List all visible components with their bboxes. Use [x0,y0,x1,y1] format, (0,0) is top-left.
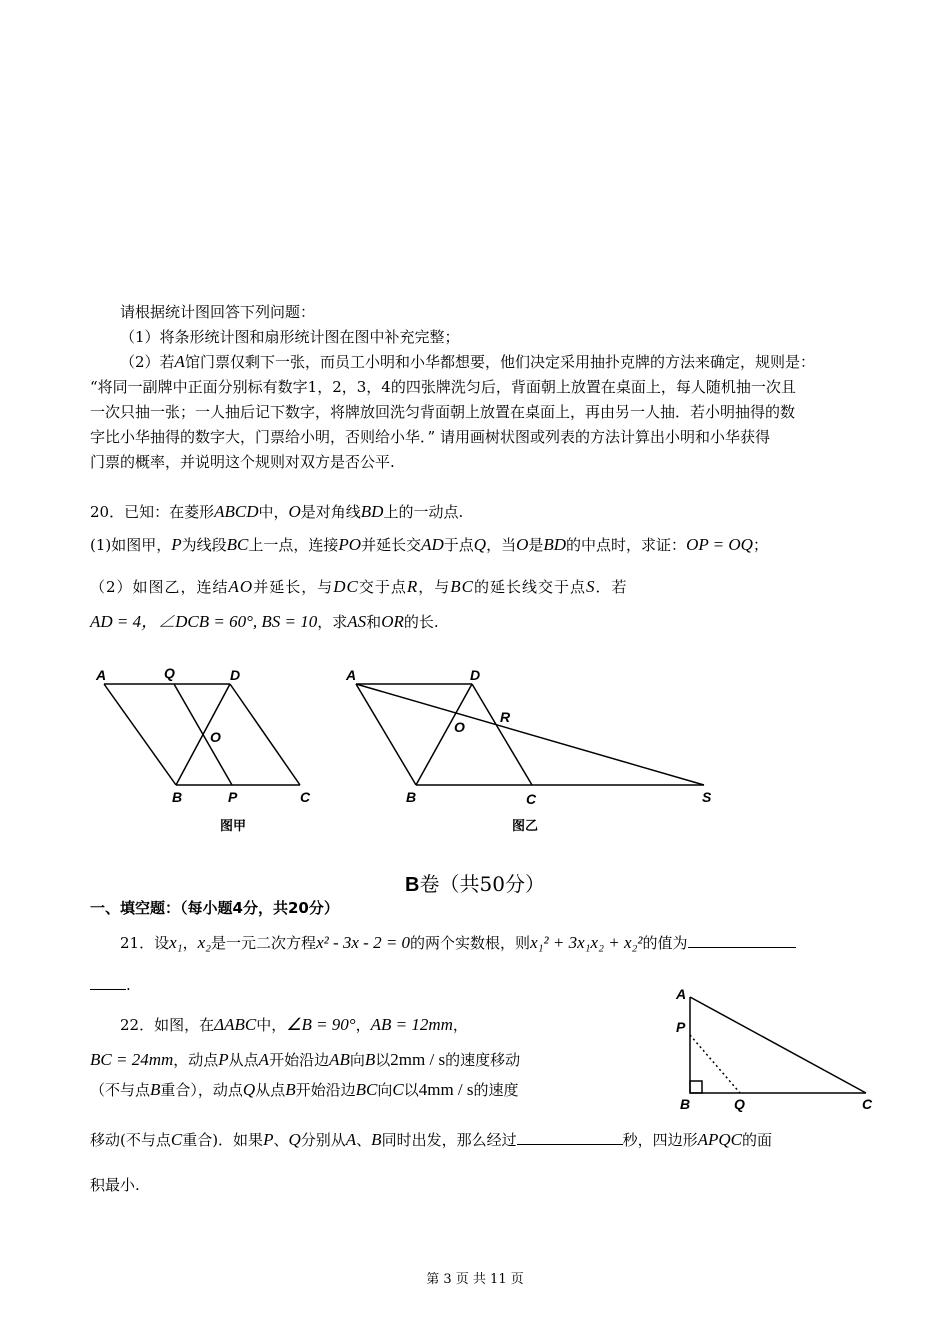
figure-yi [340,660,730,840]
q19-part2-line2: “将同一副牌中正面分别标有数字1，2，3，4的四张牌洗匀后，背面朝上放置在桌面上，每人随机抽一次且 [90,378,796,396]
q19-part2-line5: 门票的概率，并说明这个规则对双方是否公平. [90,453,395,471]
intro-text: 请根据统计图回答下列问题： [120,303,316,321]
page-footer: 第 3 页 共 11 页 [426,1272,524,1287]
q20-head: 20．已知：在菱形ABCD中，O是对角线BD上的一动点. [90,502,464,521]
fig1-label-a: A [96,667,107,683]
q21-answer-cont: . [90,970,870,1000]
fig1-label-b: B [172,789,183,805]
fig2-label-b: B [406,789,417,805]
q22-answer-blank[interactable] [517,1144,623,1145]
fig1-label-o: O [210,729,221,745]
q20-part1: (1)如图甲，P为线段BC上一点，连接PO并延长交AD于点Q，当O是BD的中点时，求证：OP = OQ； [90,535,768,554]
fig1-label-d: D [230,667,241,683]
q19-part1: （1）将条形统计图和扇形统计图在图中补充完整； [120,328,460,346]
q20-part2-cont: AD = 4，∠DCB = 60°, BS = 10，求AS和OR的长. [90,612,439,631]
q22-fig-label-p: P [676,1019,686,1035]
q21-answer-blank-cont[interactable] [90,989,126,990]
q22-line1: 22．如图，在ΔABC中，∠B = 90°，AB = 12mm， [120,1015,468,1034]
q22-line4: 移动(不与点C重合)．如果P、Q分别从A、B同时出发，那么经过 秒，四边形APQC的面 [90,1130,772,1149]
q22-fig-label-a: A [676,986,687,1002]
fig2-caption: 图乙 [512,819,539,834]
fig2-label-o: O [454,719,465,735]
q21-answer-blank[interactable] [688,947,796,948]
q22-line5: 积最小. [90,1176,140,1194]
q19-part2-line4: 字比小华抽得的数字大，门票给小明，否则给小华．” 请用画树状图或列表的方法计算出小明和小华获得 [90,428,770,446]
q22-fig-label-b: B [680,1096,691,1112]
fig2-label-r: R [500,709,511,725]
fig1-label-q: Q [164,665,175,681]
fig1-label-c: C [300,789,311,805]
q22-fig-label-q: Q [734,1096,745,1112]
q20-part2: （2）如图乙，连结AO并延长，与DC交于点R，与BC的延长线交于点S．若 [90,577,628,596]
section-b-part1: 一、填空题：（每小题4分，共20分） [90,899,339,917]
q22-fig-label-c: C [862,1096,873,1112]
q22-line3: （不与点B重合），动点Q从点B开始沿边BC向C以4mm / s的速度 [90,1080,519,1099]
fig2-label-s: S [702,789,712,805]
q19-part2-line3: 一次只抽一张；一人抽后记下数字，将牌放回洗匀背面朝上放置在桌面上，再由另一人抽．若小明抽得的数 [90,403,796,421]
q21-text: 21．设x₁，x₂是一元二次方程x² - 3x - 2 = 0的两个实数根，则x₁² + 3x₁x₂ + x₂²的值为 [90,928,870,958]
q19-part2-line1: （2）若A馆门票仅剩下一张，而员工小明和小华都想要，他们决定采用抽扑克牌的方法来确定，规则是： [120,352,815,371]
figure-jia [90,660,330,840]
fig2-label-d: D [470,667,481,683]
fig2-label-a: A [346,667,357,683]
figure-q22-triangle [670,985,880,1115]
fig1-label-p: P [228,789,238,805]
fig2-label-c: C [526,791,537,807]
section-b-title: B卷（共50分） [405,872,545,896]
fig1-caption: 图甲 [220,819,247,834]
q22-line2: BC = 24mm，动点P从点A开始沿边AB向B以2mm / s的速度移动 [90,1050,521,1069]
